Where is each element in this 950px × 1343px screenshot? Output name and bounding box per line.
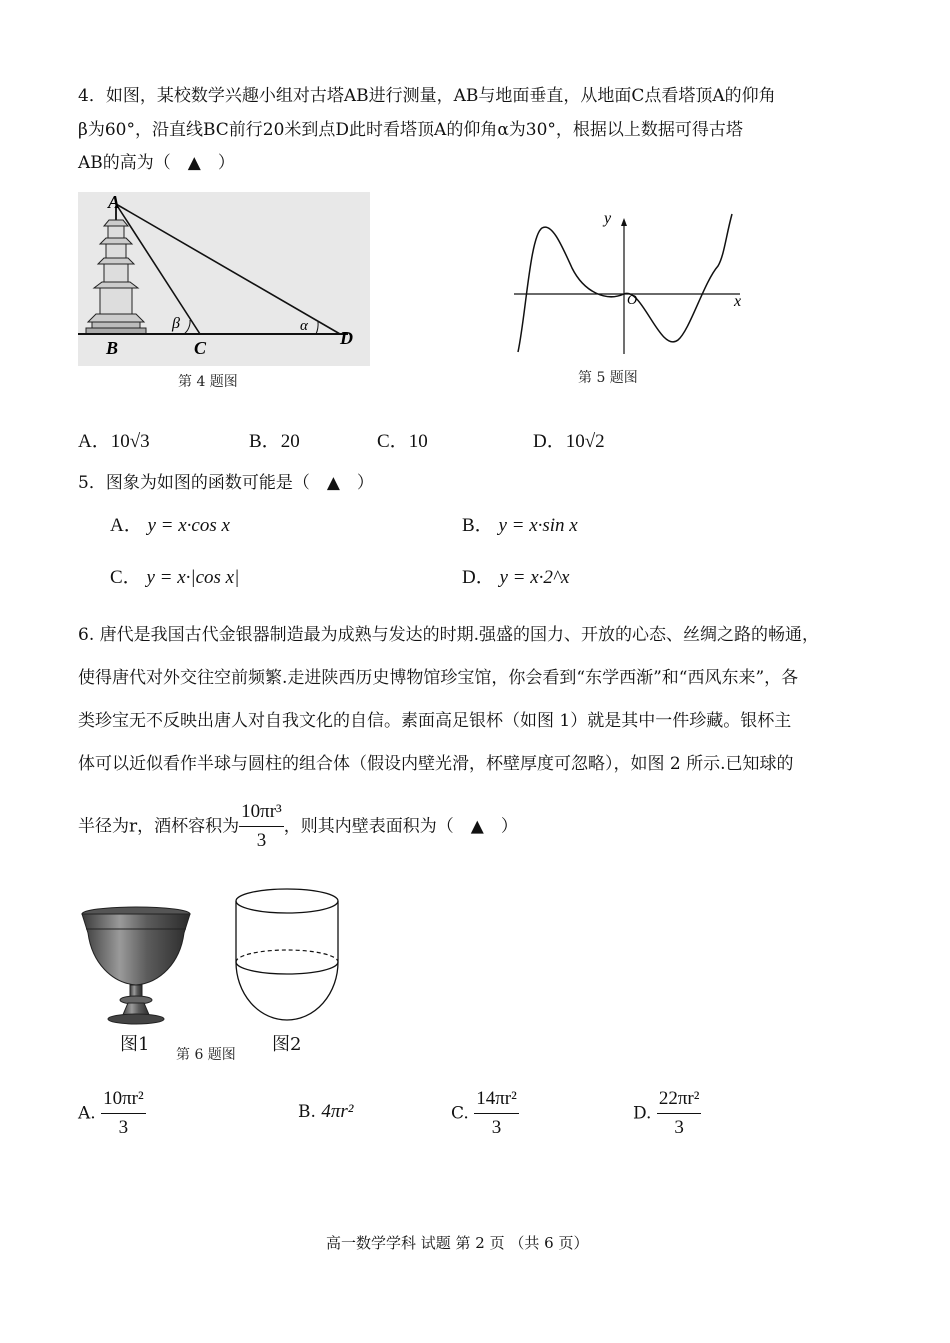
q4-figure — [78, 192, 370, 366]
q5-figure-caption: 第 5 题图 — [578, 370, 638, 386]
option-letter: C． — [377, 431, 409, 452]
q5-option-d — [462, 566, 569, 590]
fraction-denominator: 3 — [491, 1117, 502, 1138]
option-letter: B. — [298, 1102, 316, 1122]
q6-stem-line1: 6. 唐代是我国古代金银器制造最为成熟与发达的时期.强盛的国力、开放的心态、丝绸之路的畅通， — [78, 625, 820, 645]
q4-option-b — [249, 430, 300, 454]
fraction-numerator: 10πr² — [101, 1087, 146, 1114]
label-O: O — [627, 293, 638, 308]
option-letter: B． — [249, 431, 281, 452]
option-letter: A. — [78, 1103, 96, 1124]
label-B: B — [106, 338, 119, 358]
q4-stem-line1: 4．如图，某校数学兴趣小组对古塔AB进行测量，AB与地面垂直，从地面C点看塔顶A的仰角 — [78, 86, 776, 106]
option-letter: D． — [533, 431, 566, 452]
label-alpha: α — [300, 318, 308, 334]
label-y: y — [604, 210, 612, 227]
option-value: 20 — [280, 431, 300, 452]
fraction-numerator: 10πr³ — [239, 800, 284, 827]
q6-figure-caption: 第 6 题图 — [176, 1047, 236, 1063]
option-value: y = x·|cos x| — [146, 567, 240, 588]
q6-stem-line3: 类珍宝无不反映出唐人对自我文化的自信。素面高足银杯（如图 1）就是其中一件珍藏。银杯主 — [78, 711, 792, 731]
q6-stem-line5 — [78, 800, 518, 853]
q6-stem-line5-part1: 半径为r，酒杯容积为 — [78, 816, 240, 837]
q5-option-c — [110, 566, 239, 590]
option-value: 10 — [408, 431, 428, 452]
fraction-denominator: 3 — [118, 1117, 129, 1138]
q6-option-b — [298, 1100, 353, 1124]
fig1-label: 图1 — [120, 1034, 150, 1055]
option-letter: A． — [78, 431, 111, 452]
label-beta: β — [172, 315, 180, 332]
q4-option-d — [533, 430, 605, 454]
option-letter: D． — [462, 567, 495, 588]
q6-option-c — [451, 1087, 519, 1140]
silver-cup-photo — [78, 905, 194, 1027]
label-D: D — [340, 328, 353, 348]
fraction-numerator: 22πr² — [657, 1087, 702, 1114]
option-letter: A． — [110, 515, 143, 536]
option-letter: B． — [462, 515, 494, 536]
option-letter: C． — [110, 567, 142, 588]
fraction-denominator: 3 — [674, 1117, 684, 1138]
q4-stem-line2: β为60°，沿直线BC前行20米到点D此时看塔顶A的仰角α为30°，根据以上数据可得古塔 — [78, 120, 743, 140]
q4-option-a — [78, 430, 150, 454]
option-value: 10√3 — [110, 431, 150, 452]
fig2-label: 图2 — [272, 1034, 302, 1055]
q5-option-b — [462, 514, 578, 538]
option-value: y = x·sin x — [498, 515, 578, 536]
q6-stem-line5-part2: ，则其内壁表面积为（ ▲ ） — [283, 816, 518, 837]
option-value: y = x·2^x — [499, 567, 570, 588]
q4-option-c — [377, 430, 428, 454]
q6-option-a — [78, 1087, 146, 1140]
option-fraction — [474, 1087, 519, 1140]
q5-stem: 5．图象为如图的函数可能是（ ▲ ） — [78, 473, 374, 493]
q5-figure — [512, 206, 752, 356]
q6-stem-line2: 使得唐代对外交往空前频繁.走进陕西历史博物馆珍宝馆，你会看到“东学西渐”和“西风东来”，各 — [78, 668, 799, 688]
option-value: y = x·cos x — [147, 515, 230, 536]
option-value: 10√2 — [565, 431, 605, 452]
cup-diagram — [232, 886, 342, 1024]
fraction-denominator: 3 — [256, 830, 267, 851]
q6-stem-line4: 体可以近似看作半球与圆柱的组合体（假设内壁光滑，杯壁厚度可忽略），如图 2 所示.已知球的 — [78, 754, 794, 774]
label-A: A — [108, 192, 121, 212]
function-curve — [518, 214, 732, 352]
q6-option-d — [633, 1087, 701, 1140]
q5-option-a — [110, 514, 230, 538]
option-letter: D. — [633, 1103, 652, 1124]
option-fraction — [657, 1087, 702, 1140]
option-fraction — [101, 1087, 146, 1140]
q4-stem-line3: AB的高为（ ▲ ） — [78, 153, 235, 173]
label-C: C — [194, 338, 207, 358]
option-value: 4πr² — [321, 1101, 354, 1122]
q4-figure-caption: 第 4 题图 — [178, 374, 238, 390]
fraction-numerator: 14πr² — [474, 1087, 519, 1114]
q6-volume-fraction — [239, 800, 284, 853]
option-letter: C. — [451, 1103, 469, 1124]
page-footer: 高一数学学科 试题 第 2 页 （共 6 页） — [326, 1234, 589, 1252]
label-x: x — [734, 293, 742, 310]
